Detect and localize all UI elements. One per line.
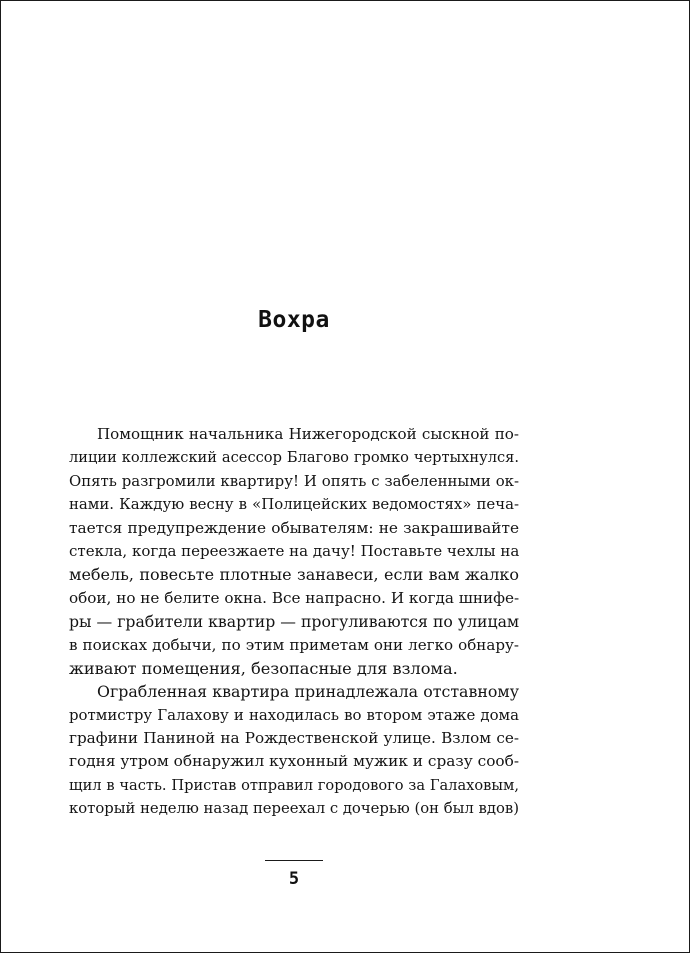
text-line: Помощник начальника Нижегородской сыскной по- [97,425,519,443]
paragraph-2 [69,680,519,820]
text-line: живают помещения, безопасные для взлома. [69,658,458,678]
text-line: лиции коллежский асессор Благово громко чертыхнулся. [69,449,519,467]
text-line: ры — грабители квартир — прогуливаются по улицам [69,612,520,632]
text-line: тается предупреждение обывателям: не закрашивайте [69,518,519,537]
folio-rule [265,860,323,861]
text-line: нами. Каждую весну в «Полицейских ведомостях» печа- [69,495,519,514]
text-line: щил в часть. Пристав отправил городового за Галаховым, [69,776,519,794]
text-line: который неделю назад переехал с дочерью (он был вдов) [69,800,519,818]
text-line: в поисках добычи, по этим приметам они легко обнару- [69,635,519,654]
chapter-title: Вохра [258,307,330,333]
body-text [69,423,519,821]
text-line: мебель, повесьте плотные занавеси, если вам жалко [69,565,519,585]
page-number: 5 [288,869,300,889]
text-line: стекла, когда переезжаете на дачу! Поставьте чехлы на [69,541,520,560]
text-line: Ограбленная квартира принадлежала отставному [97,682,519,702]
text-line: Опять разгромили квартиру! И опять с забеленными ок- [69,471,519,490]
text-line: ротмистру Галахову и находилась во втором этаже дома [69,705,519,724]
text-line: обои, но не белите окна. Все напрасно. И когда шнифе- [69,588,520,607]
text-line: годня утром обнаружил кухонный мужик и сразу сооб- [69,752,519,771]
paragraph-1 [69,423,519,680]
text-line: графини Паниной на Рождественской улице. Взлом се- [69,729,519,748]
